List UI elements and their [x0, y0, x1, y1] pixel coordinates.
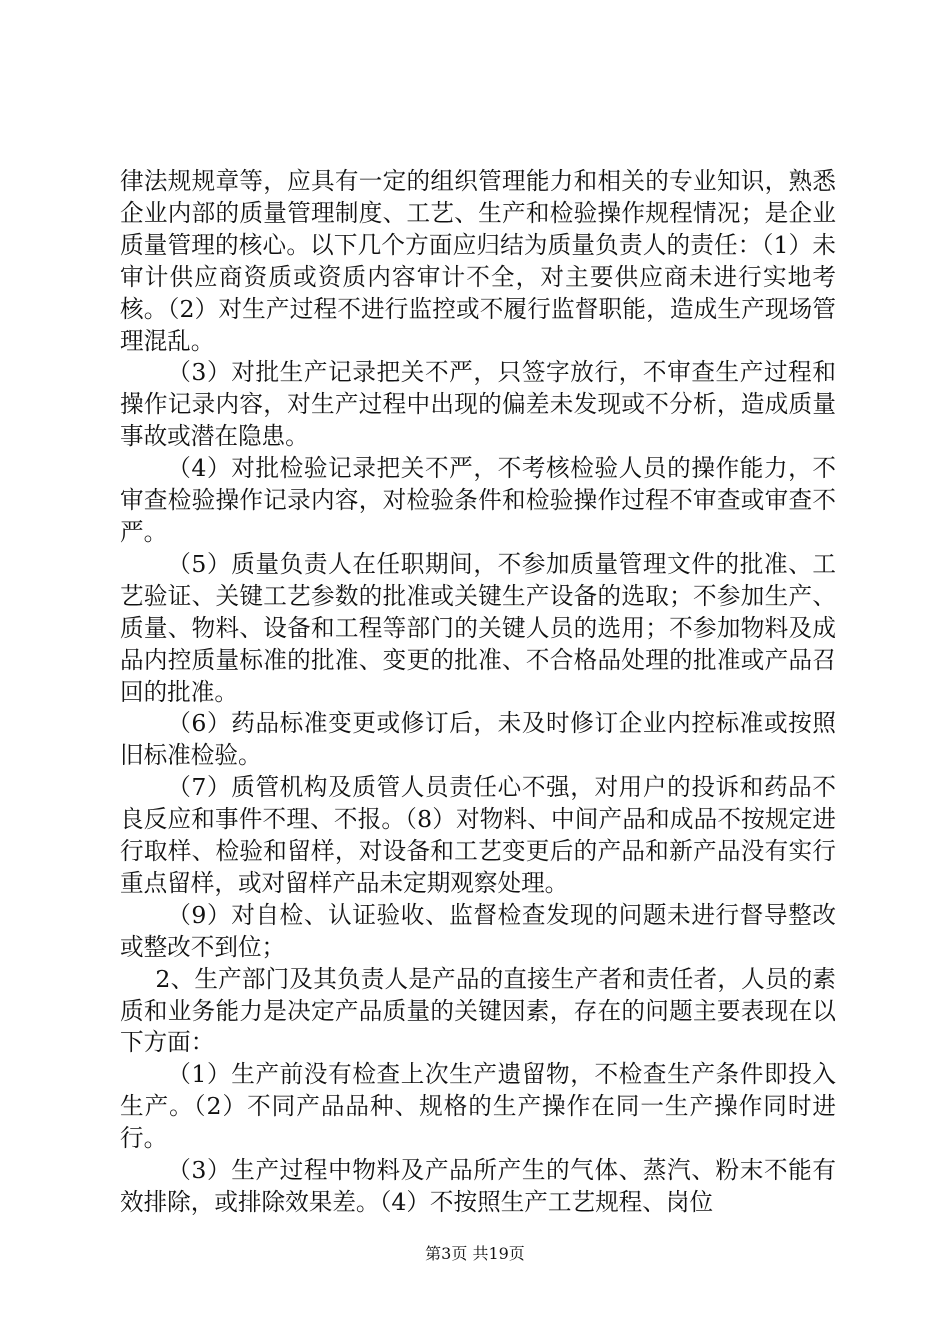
paragraph-5: （6）药品标准变更或修订后，未及时修订企业内控标准或按照旧标准检验。 [120, 709, 836, 770]
paragraph-10: （3）生产过程中物料及产品所产生的气体、蒸汽、粉末不能有效排除，或排除效果差。（4）不按照生产工艺规程、岗位 [120, 1156, 836, 1216]
paragraph-8: 2、生产部门及其负责人是产品的直接生产者和责任者，人员的素质和业务能力是决定产品质量的关键因素，存在的问题主要表现在以下方面： [120, 964, 836, 1057]
paragraph-2: （3）对批生产记录把关不严，只签字放行，不审查生产过程和操作记录内容，对生产过程中出现的偏差未发现或不分析，造成质量事故或潜在隐患。 [120, 358, 836, 451]
page-number-footer: 第3页 共19页 [425, 1244, 525, 1263]
paragraph-1: 律法规规章等，应具有一定的组织管理能力和相关的专业知识，熟悉企业内部的质量管理制度、工艺、生产和检验操作规程情况；是企业质量管理的核心。以下几个方面应归结为质量负责人的责任：（1）未审计供应商资质或资质内容审计不全，对主要供应商未进行实地考核。（2）对生产过程不进行监控或不履行监督职能，造成生产现场管理混乱。 [120, 167, 836, 355]
paragraph-4: （5）质量负责人在任职期间，不参加质量管理文件的批准、工艺验证、关键工艺参数的批准或关键生产设备的选取；不参加生产、质量、物料、设备和工程等部门的关键人员的选用；不参加物料及成品内控质量标准的批准、变更的批准、不合格品处理的批准或产品召回的批准。 [120, 549, 836, 706]
paragraph-9: （1）生产前没有检查上次生产遗留物，不检查生产条件即投入生产。（2）不同产品品种、规格的生产操作在同一生产操作同时进行。 [120, 1060, 836, 1153]
paragraph-3: （4）对批检验记录把关不严，不考核检验人员的操作能力，不审查检验操作记录内容，对检验条件和检验操作过程不审查或审查不严。 [120, 454, 836, 546]
document-body [120, 166, 836, 1219]
paragraph-6: （7）质管机构及质管人员责任心不强，对用户的投诉和药品不良反应和事件不理、不报。（8）对物料、中间产品和成品不按规定进行取样、检验和留样，对设备和工艺变更后的产品和新产品没有实行重点留样，或对留样产品未定期观察处理。 [120, 773, 836, 897]
paragraph-7: （9）对自检、认证验收、监督检查发现的问题未进行督导整改或整改不到位； [120, 900, 836, 961]
